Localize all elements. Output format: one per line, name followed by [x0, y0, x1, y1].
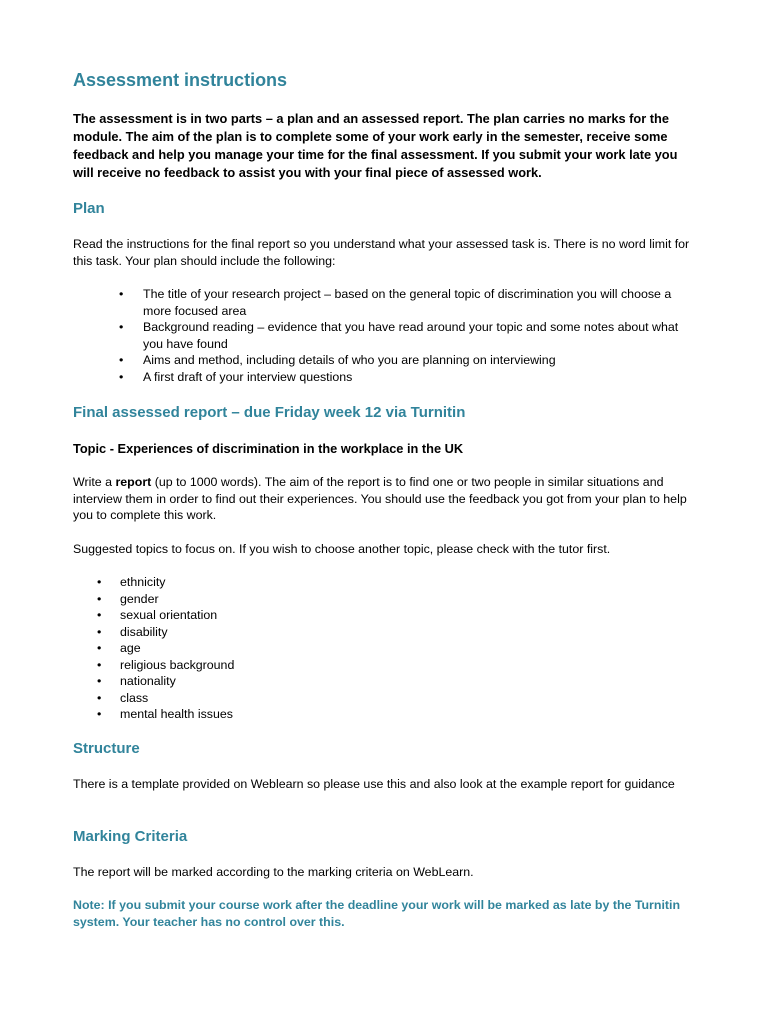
list-item: • gender: [97, 591, 159, 606]
plan-paragraph: Read the instructions for the final report so you understand what your assessed task is. There is no word limit for this task. Your plan should include the following:: [73, 237, 690, 268]
list-item: • A first draft of your interview questions: [119, 369, 353, 384]
plan-list: [119, 286, 699, 385]
bullet-icon: •: [97, 690, 102, 705]
marking-heading: Marking Criteria: [73, 828, 188, 845]
list-item: • nationality: [97, 674, 176, 688]
bullet-icon: •: [119, 287, 124, 301]
bullet-icon: •: [97, 707, 102, 721]
list-item: • age: [97, 641, 141, 655]
bullet-icon: •: [119, 369, 124, 384]
bullet-icon: •: [97, 591, 102, 606]
list-item: • Aims and method, including details of who you are planning on interviewing: [119, 353, 556, 367]
plan-heading: Plan: [73, 200, 105, 217]
bullet-icon: •: [119, 320, 124, 334]
suggested-paragraph: Suggested topics to focus on. If you wish to choose another topic, please check with the tutor first.: [73, 542, 611, 556]
topic-list: [97, 574, 397, 723]
bullet-icon: •: [97, 674, 102, 688]
bullet-icon: •: [97, 608, 102, 622]
marking-paragraph: The report will be marked according to the marking criteria on WebLearn.: [73, 865, 474, 879]
intro-paragraph: The assessment is in two parts – a plan and an assessed report. The plan carries no marks for the module. The aim of the plan is to complete some of your work early in the semester, receive some feedback and help you manage your time for the final assessment. If you submit your work late you will receive no feedback to assist you with your final piece of assessed work.: [73, 111, 678, 180]
list-item: • class: [97, 690, 149, 705]
list-item: • disability: [97, 624, 168, 639]
list-item: • The title of your research project – based on the general topic of discrimination you will choose a more focused area: [119, 287, 672, 318]
topic-line: Topic - Experiences of discrimination in the workplace in the UK: [73, 441, 464, 456]
final-report-heading: Final assessed report – due Friday week 12 via Turnitin: [73, 404, 466, 421]
list-item: • mental health issues: [97, 707, 233, 721]
structure-paragraph: There is a template provided on Weblearn so please use this and also look at the example report for guidance: [73, 777, 675, 791]
list-item: • sexual orientation: [97, 608, 218, 622]
list-item: • ethnicity: [97, 575, 166, 589]
bullet-icon: •: [97, 624, 102, 639]
list-item: • Background reading – evidence that you have read around your topic and some notes about what you have found: [119, 320, 679, 351]
bullet-icon: •: [97, 575, 102, 589]
list-item: • religious background: [97, 657, 235, 672]
note-paragraph: Note: If you submit your course work after the deadline your work will be marked as late by the Turnitin system. Your teacher has no control over this.: [73, 898, 681, 929]
structure-heading: Structure: [73, 740, 140, 757]
bullet-icon: •: [97, 657, 102, 672]
page-title: Assessment instructions: [73, 70, 288, 90]
write-paragraph: Write a report (up to 1000 words). The aim of the report is to find one or two people in similar situations and interview them in order to find out their experiences. You should use the feedback you got from your plan to help you to complete this work.: [73, 475, 687, 522]
bullet-icon: •: [119, 353, 124, 367]
bullet-icon: •: [97, 641, 102, 655]
